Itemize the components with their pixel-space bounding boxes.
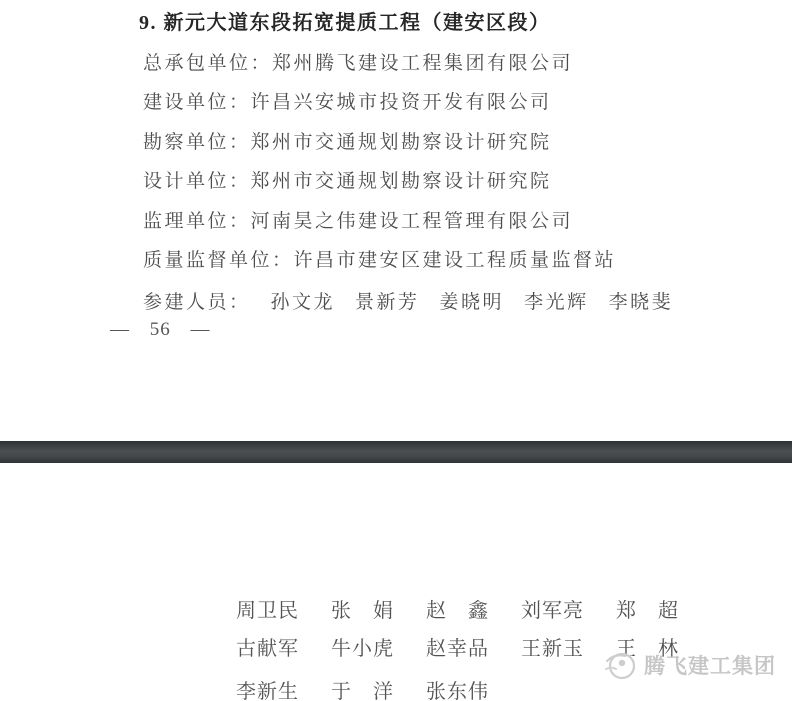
watermark-text: 腾飞建工集团 — [644, 654, 776, 678]
project-info-list — [143, 44, 673, 320]
participants-label: 参建人员： — [143, 291, 251, 313]
participant-name: 李光辉 — [524, 291, 589, 313]
info-line-general-contractor: 总承包单位：郑州腾飞建设工程集团有限公司 — [143, 53, 574, 74]
participant-name: 李晓斐 — [608, 291, 674, 313]
brand-watermark — [604, 647, 776, 683]
info-line-design-unit: 设计单位：郑州市交通规划勘察设计研究院 — [143, 171, 552, 193]
participant-name: 孙文龙 — [270, 291, 336, 313]
participants-row — [236, 594, 679, 623]
info-line-construction-unit: 建设单位：许昌兴安城市投资开发有限公司 — [143, 92, 552, 114]
participant-name: 王新玉 — [521, 638, 584, 660]
project-title: 9. 新元大道东段拓宽提质工程（建安区段） — [139, 12, 551, 34]
info-line-supervision-unit: 监理单位：河南昊之伟建设工程管理有限公司 — [143, 210, 574, 232]
participant-name: 姜晓明 — [439, 291, 505, 313]
tengfei-bird-logo-icon — [604, 647, 638, 683]
participant-name: 李新生 — [236, 681, 299, 701]
page-separator-bar — [0, 441, 792, 463]
participant-name: 景新芳 — [355, 291, 420, 313]
page-number: — 56 — — [110, 319, 211, 340]
info-line-survey-unit: 勘察单位：郑州市交通规划勘察设计研究院 — [143, 131, 552, 153]
participant-name: 赵 鑫 — [426, 600, 489, 622]
participant-name: 刘军亮 — [521, 600, 584, 622]
participants-line — [143, 280, 673, 319]
participant-name: 古献军 — [236, 638, 299, 660]
participant-name: 王 林 — [616, 638, 679, 660]
participant-name: 张东伟 — [426, 681, 489, 701]
participant-name: 于 洋 — [331, 681, 394, 701]
participant-name: 牛小虎 — [331, 638, 394, 660]
participant-name: 张 娟 — [331, 600, 394, 622]
participant-name: 周卫民 — [236, 600, 299, 622]
participant-name: 郑 超 — [616, 600, 679, 622]
participant-name: 赵幸品 — [426, 638, 489, 660]
info-line-quality-unit: 质量监督单位：许昌市建安区建设工程质量监督站 — [143, 249, 617, 271]
participants-row — [236, 675, 489, 701]
